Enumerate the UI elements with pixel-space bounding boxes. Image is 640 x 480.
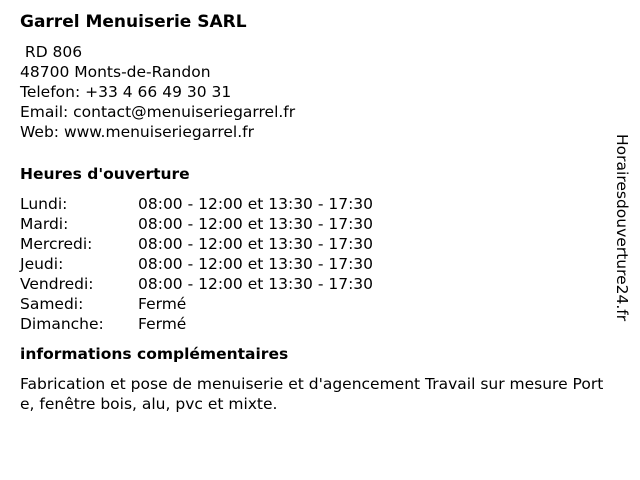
hours-row [20, 314, 610, 334]
hours-row [20, 234, 610, 254]
hours-time: 08:00 - 12:00 et 13:30 - 17:30 [138, 215, 374, 233]
hours-day: Dimanche: [20, 315, 104, 333]
hours-day: Jeudi: [20, 255, 64, 273]
hours-time: 08:00 - 12:00 et 13:30 - 17:30 [138, 195, 374, 213]
hours-time: 08:00 - 12:00 et 13:30 - 17:30 [138, 255, 374, 273]
hours-row [20, 254, 610, 274]
hours-day: Lundi: [20, 195, 68, 213]
hours-time: Fermé [138, 295, 187, 313]
contact-block [20, 42, 610, 142]
hours-heading: Heures d'ouverture [20, 165, 190, 183]
hours-time: 08:00 - 12:00 et 13:30 - 17:30 [138, 235, 374, 253]
hours-day: Mardi: [20, 215, 69, 233]
business-card [20, 10, 610, 414]
hours-row [20, 194, 610, 214]
hours-row [20, 214, 610, 234]
hours-row [20, 274, 610, 294]
phone-number: Telefon: +33 4 66 49 30 31 [20, 83, 232, 101]
hours-day: Vendredi: [20, 275, 94, 293]
business-name: Garrel Menuiserie SARL [20, 12, 247, 32]
address-city: 48700 Monts-de-Randon [20, 63, 211, 81]
site-watermark: Horairesdouverture24.fr [613, 134, 631, 322]
hours-day: Mercredi: [20, 235, 93, 253]
website-address: Web: www.menuiseriegarrel.fr [20, 123, 254, 141]
hours-table [20, 194, 610, 334]
hours-time: 08:00 - 12:00 et 13:30 - 17:30 [138, 275, 374, 293]
hours-row [20, 294, 610, 314]
info-description: Fabrication et pose de menuiserie et d'agencement Travail sur mesure Porte, fenêtre bois, alu, pvc et mixte. [20, 375, 604, 413]
hours-day: Samedi: [20, 295, 84, 313]
hours-time: Fermé [138, 315, 187, 333]
address-street: RD 806 [20, 43, 83, 61]
info-heading: informations complémentaires [20, 345, 289, 363]
email-address: Email: contact@menuiseriegarrel.fr [20, 103, 296, 121]
